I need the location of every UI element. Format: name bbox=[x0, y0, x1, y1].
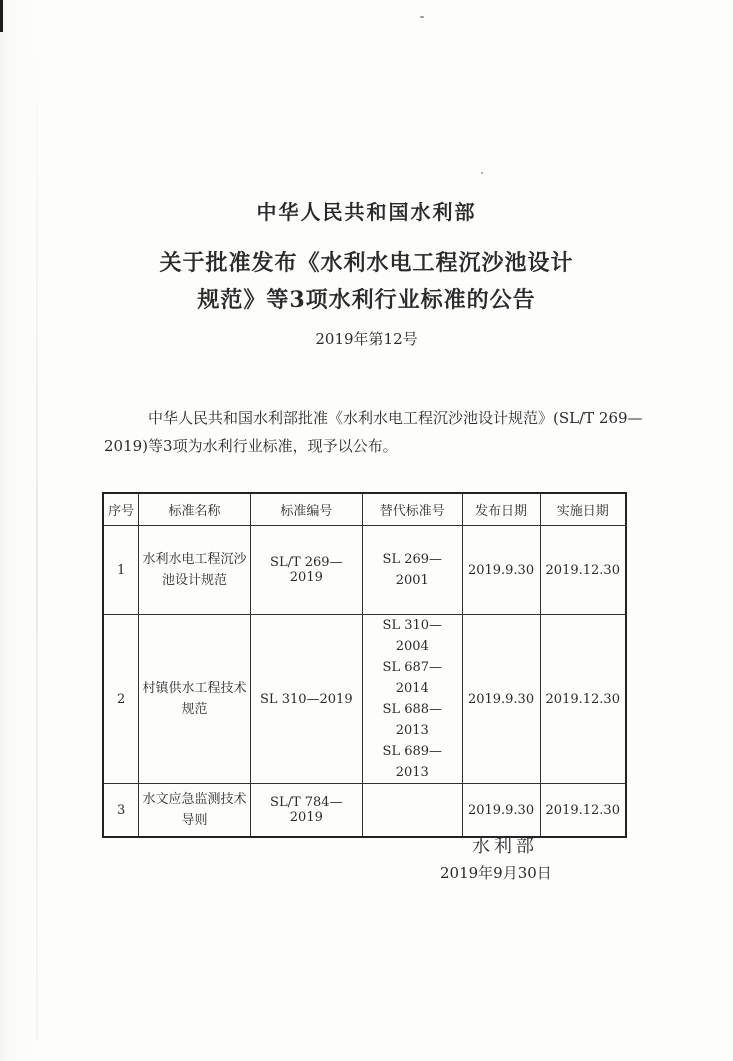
notice-number: 2019年第12号 bbox=[315, 330, 418, 348]
cell-replaces bbox=[363, 526, 463, 615]
issue-date: 2019年9月30日 bbox=[440, 864, 552, 882]
notice-title-line-1: 关于批准发布《水利水电工程沉沙池设计 bbox=[159, 250, 574, 276]
cell-standard-name: 村镇供水工程技术规范 bbox=[139, 615, 250, 784]
cell-replaces bbox=[363, 615, 463, 784]
ministry-heading: 中华人民共和国水利部 bbox=[256, 200, 477, 224]
replaced-standard: SL 688—2013 bbox=[382, 702, 443, 738]
standards-table bbox=[102, 492, 627, 838]
binding-mark bbox=[0, 0, 3, 32]
replaced-standard: SL 689—2013 bbox=[382, 744, 443, 780]
replaced-standard: SL 269—2001 bbox=[382, 552, 443, 588]
table-row bbox=[103, 784, 626, 838]
cell-published-date: 2019.9.30 bbox=[462, 784, 540, 838]
table-row bbox=[103, 615, 626, 784]
header-cell-name: 标准名称 bbox=[139, 493, 250, 526]
cell-standard-code: SL/T 784—2019 bbox=[250, 784, 362, 838]
cell-published-date: 2019.9.30 bbox=[462, 615, 540, 784]
replaced-standard: SL 687—2014 bbox=[382, 660, 443, 696]
cell-no: 3 bbox=[103, 784, 139, 838]
scan-speck bbox=[420, 16, 424, 18]
scan-speck bbox=[481, 172, 483, 174]
cell-standard-code: SL 310—2019 bbox=[250, 615, 362, 784]
cell-effective-date: 2019.12.30 bbox=[540, 784, 626, 838]
header-cell-no: 序号 bbox=[103, 493, 139, 526]
cell-standard-name: 水利水电工程沉沙池设计规范 bbox=[139, 526, 250, 615]
replaced-standard: SL 310—2004 bbox=[382, 618, 443, 654]
signatory: 水利部 bbox=[472, 836, 538, 857]
cell-effective-date: 2019.12.30 bbox=[540, 526, 626, 615]
cell-no: 2 bbox=[103, 615, 139, 784]
table-header-row bbox=[103, 493, 626, 526]
header-cell-effective: 实施日期 bbox=[540, 493, 626, 526]
table-row bbox=[103, 526, 626, 615]
cell-no: 1 bbox=[103, 526, 139, 615]
cell-replaces bbox=[363, 784, 463, 838]
cell-published-date: 2019.9.30 bbox=[462, 526, 540, 615]
cell-standard-name: 水文应急监测技术导则 bbox=[139, 784, 250, 838]
header-cell-published: 发布日期 bbox=[462, 493, 540, 526]
cell-standard-code: SL/T 269—2019 bbox=[250, 526, 362, 615]
notice-title-line-2: 规范》等3项水利行业标准的公告 bbox=[197, 287, 536, 313]
body-paragraph: 中华人民共和国水利部批准《水利水电工程沉沙池设计规范》(SL/T 269—2019)等3项为水利行业标准，现予以公布。 bbox=[104, 409, 643, 455]
cell-effective-date: 2019.12.30 bbox=[540, 615, 626, 784]
header-cell-code: 标准编号 bbox=[250, 493, 362, 526]
page-fold-shadow bbox=[36, 40, 38, 1040]
header-cell-replaces: 替代标准号 bbox=[363, 493, 463, 526]
